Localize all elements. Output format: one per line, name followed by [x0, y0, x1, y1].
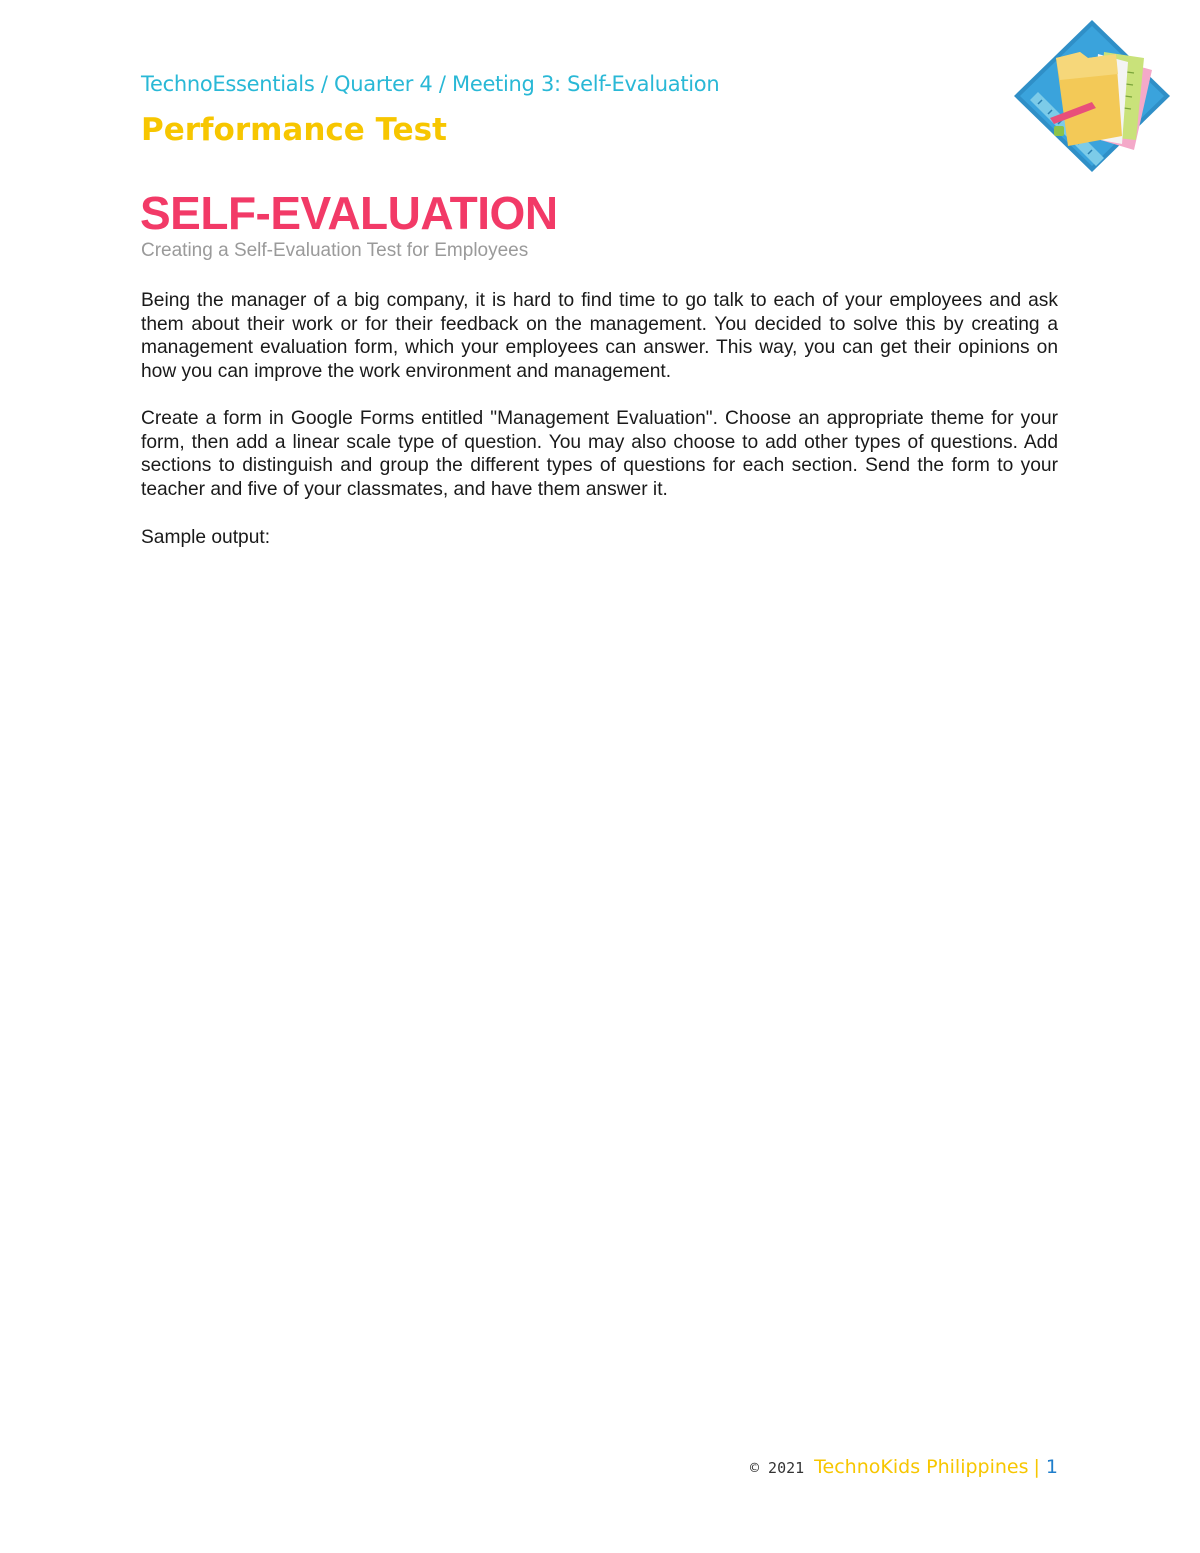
page-number: 1: [1045, 1456, 1058, 1478]
document-title: SELF-EVALUATION: [140, 187, 558, 239]
document-subtitle: Creating a Self-Evaluation Test for Employees: [141, 240, 529, 261]
folder-files-icon: [1012, 18, 1172, 174]
breadcrumb: TechnoEssentials / Quarter 4 / Meeting 3: Self-Evaluation: [141, 72, 720, 96]
page-footer: [750, 1456, 1058, 1478]
section-label: Performance Test: [141, 112, 447, 148]
sample-output-label: Sample output:: [141, 527, 271, 548]
footer-separator: |: [1033, 1456, 1040, 1478]
instructions-paragraph: Create a form in Google Forms entitled "Management Evaluation". Choose an appropriate theme for your form, then add a linear scale type of question. You may also choose to add other types of questions. Add sections to distinguish and group the different types of questions for each section. Send the form to your teacher and five of your classmates, and have them answer it.: [141, 408, 1058, 501]
scenario-paragraph: Being the manager of a big company, it is hard to find time to go talk to each of your employees and ask them about their work or for their feedback on the management. You decided to solve this by creating a management evaluation form, which your employees can answer. This way, you can get their opinions on how you can improve the work environment and management.: [141, 290, 1058, 383]
copyright-text: © 2021: [749, 1459, 805, 1477]
footer-brand: TechnoKids Philippines: [814, 1456, 1029, 1478]
